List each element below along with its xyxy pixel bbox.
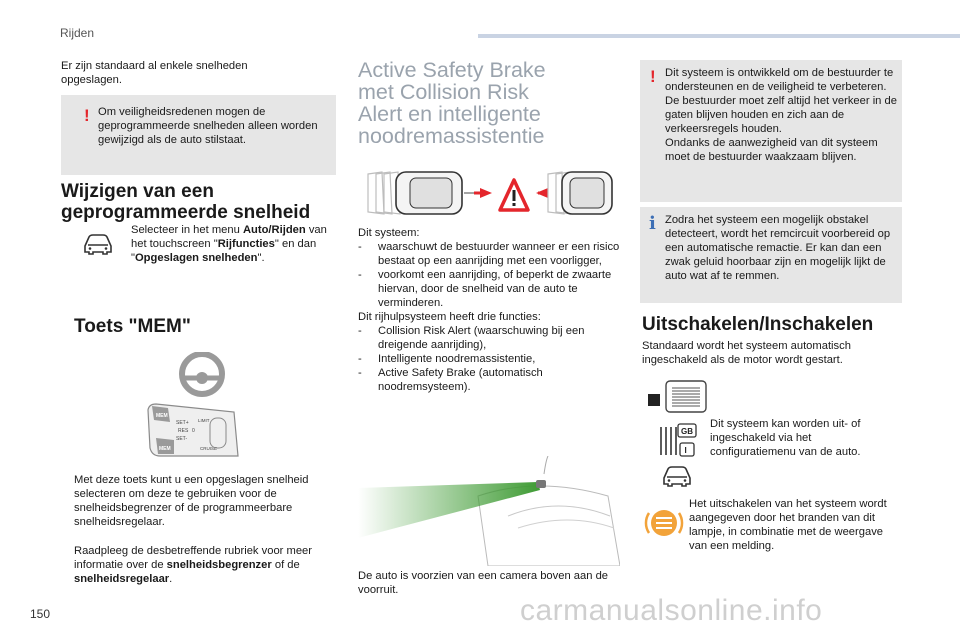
- heading-uitschakelen: Uitschakelen/Inschakelen: [642, 314, 874, 335]
- brake-warning-lamp-icon: [644, 503, 684, 548]
- warning-box: [640, 60, 902, 202]
- header-bar: [478, 34, 960, 38]
- title-line: noodremassistentie: [358, 124, 545, 148]
- section-title: Rijden: [60, 26, 95, 40]
- list-item: - waarschuwt de bestuurder wanneer er een risico bestaat op een aanrijding met een voorligger,: [358, 241, 620, 267]
- warning-text: Dit systeem is ontwikkeld om de bestuurder te ondersteunen en de veiligheid te verbeteren. De bestuurder moet zelf altijd het verkeer in de gaten blijven houden en zich aan de verkeersregels houden. Ondanks de aanwezigheid van dit systeem moet de bestuurder waakzaam blijven.: [665, 67, 897, 163]
- camera-text: De auto is voorzien van een camera boven aan de voorruit.: [358, 570, 609, 596]
- i-label: I: [684, 446, 687, 455]
- system-lead: Dit systeem:: [358, 227, 420, 239]
- page-title: [358, 59, 618, 147]
- list-item: - Collision Risk Alert (waarschuwing bij een dreigende aanrijding),: [358, 325, 585, 351]
- stalk-res: RES: [178, 428, 189, 434]
- config-text: Dit systeem kan worden uit- of ingeschakeld via het configuratiemenu van de auto.: [710, 418, 861, 458]
- page-number: 150: [30, 607, 51, 621]
- mem-paragraph: Met deze toets kunt u een opgeslagen snelheid selecteren om deze te gebruiken voor de snelheidsbegrenzer of de programmeerbare snelheidsregelaar.: [74, 474, 309, 528]
- warning-exclamation-icon: !: [84, 106, 90, 125]
- functions-lead: Dit rijhulpsysteem heeft drie functies:: [358, 311, 541, 323]
- info-icon: i: [649, 213, 656, 234]
- raadpleeg-paragraph: Raadpleeg de desbetreffende rubriek voor meer informatie over de snelheidsbegrenzer of de snelheidsregelaar.: [74, 545, 312, 585]
- warning-text: Om veiligheidsredenen mogen de geprogrammeerde snelheden alleen worden gewijzigd als de auto stilstaat.: [98, 106, 318, 146]
- stalk-mem-bottom: MEM: [159, 446, 171, 452]
- heading-wijzigen: Wijzigen van een geprogrammeerde snelheid: [61, 181, 311, 223]
- stalk-set-plus: SET+: [176, 420, 189, 426]
- standard-text: Standaard wordt het systeem automatisch ingeschakeld als de motor wordt gestart.: [642, 340, 851, 366]
- list-item: - Active Safety Brake (automatisch noodremsysteem).: [358, 367, 543, 393]
- stalk-set-minus: SET-: [176, 436, 188, 442]
- system-description: [358, 226, 620, 394]
- warning-box: [61, 95, 336, 175]
- stalk-cruise: CRUISE: [200, 446, 218, 451]
- list-item: - voorkomt een aanrijding, of beperkt de zwaarte hiervan, door de snelheid van de auto te verminderen.: [358, 269, 612, 309]
- info-text: Zodra het systeem een mogelijk obstakel detecteert, wordt het remcircuit voorbereid op een automatische remactie. Er kan dan een zwak geluid hoorbaar zijn en mogelijk lijkt de auto wat af te remmen.: [665, 214, 891, 282]
- car-front-icon: [660, 464, 694, 493]
- gb-label: GB: [681, 427, 693, 436]
- watermark: carmanualsonline.info: [520, 594, 823, 627]
- touchscreen-icon: [646, 380, 708, 419]
- menu-instruction: Selecteer in het menu Auto/Rijden van het touchscreen "Rijfuncties" en dan "Opgeslagen snelheden".: [131, 224, 327, 264]
- title-line: Alert en intelligente: [358, 102, 541, 126]
- stalk-limit: LIMIT: [198, 418, 210, 423]
- cruise-control-stalk-icon: [140, 352, 250, 469]
- steering-wheel-icon: [182, 354, 222, 394]
- language-settings-icon: [658, 421, 698, 466]
- info-box: [640, 207, 902, 303]
- warning-exclamation-icon: !: [650, 67, 656, 86]
- title-line: Active Safety Brake: [358, 58, 546, 82]
- heading-mem: Toets "MEM": [74, 316, 191, 337]
- collision-warning-icon: [362, 166, 614, 225]
- car-front-icon: [81, 232, 115, 261]
- camera-windscreen-icon: [358, 456, 620, 571]
- lamp-text: Het uitschakelen van het systeem wordt aangegeven door het branden van dit lampje, in combinatie met de weergave van een melding.: [689, 498, 887, 552]
- stalk-zero: 0: [192, 428, 195, 434]
- title-line: met Collision Risk: [358, 80, 529, 104]
- list-item: - Intelligente noodremassistentie,: [358, 353, 536, 365]
- intro-text: Er zijn standaard al enkele snelheden opgeslagen.: [61, 60, 248, 86]
- stalk-mem-top: MEM: [156, 413, 168, 419]
